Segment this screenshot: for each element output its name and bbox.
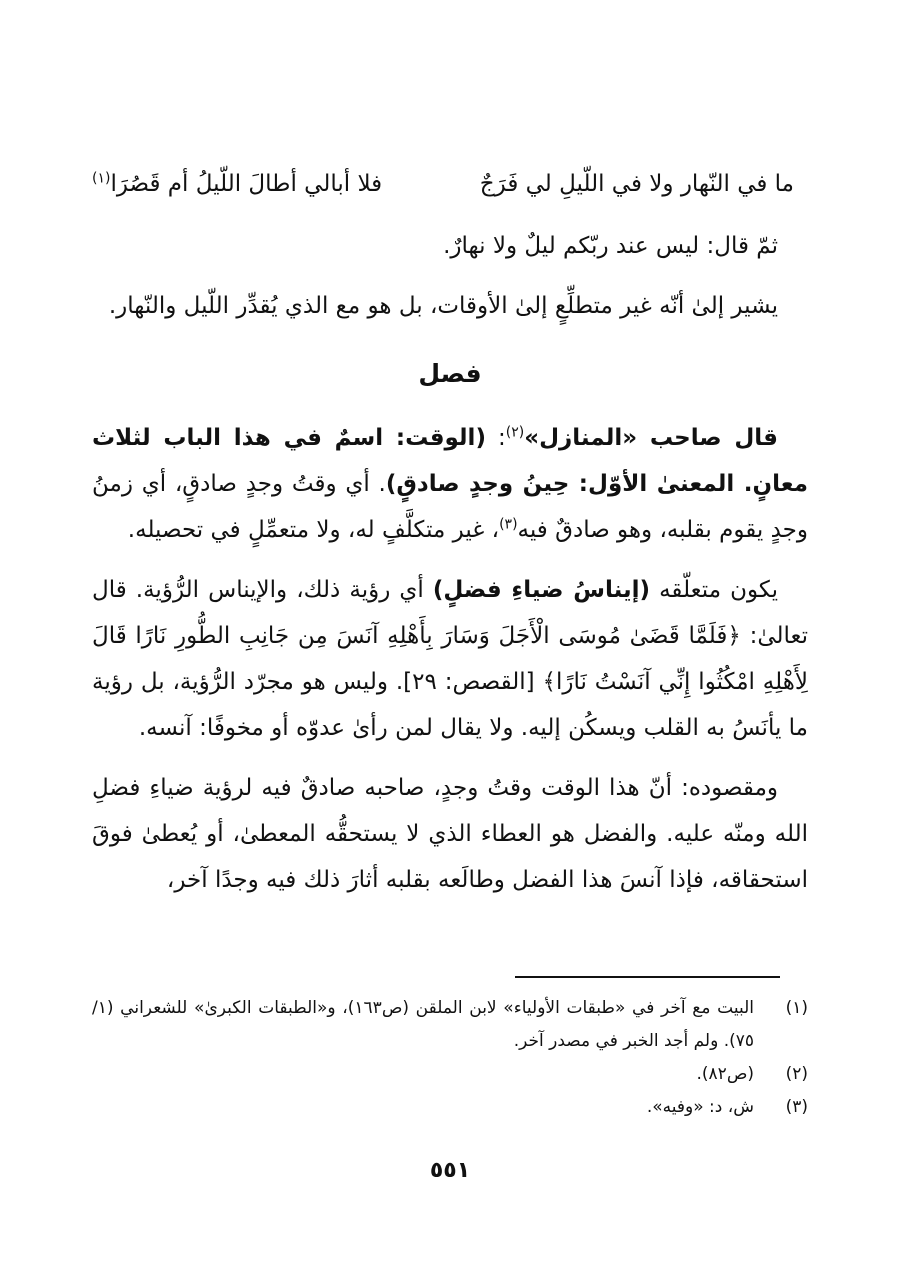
footnote-3 [92, 1091, 808, 1124]
footnote-number: (١) [785, 998, 808, 1018]
footnote-ref-3[interactable]: (٣) [499, 516, 518, 533]
colon: : [485, 425, 506, 451]
paragraph-4-text-a: أي رؤية ذلك، والإيناس الرُّؤية. قال تعالىٰ: [92, 577, 808, 649]
quran-citation: [القصص: ٢٩] [403, 669, 543, 695]
footnote-ref-2[interactable]: (٢) [505, 424, 525, 441]
verse-hemistich-second-text: فلا أبالي أطالَ اللّيلُ أم قَصُرَا [110, 171, 383, 197]
quoted-phrase: (إيناسُ ضياءِ فضلٍ) [432, 577, 651, 603]
footnote-1 [92, 992, 808, 1058]
paragraph-4-text-b: . وليس هو مجرّد الرُّؤية، بل رؤية ما يأنَسُ به القلب ويسكُن إليه. ولا يقال لمن رأىٰ عدوّه أو مخوفًا: آنسه. [92, 669, 808, 741]
section-title: فصل [418, 359, 482, 388]
paragraph-4-intro: يكون متعلّقه [650, 577, 778, 603]
verse-hemistich-first: ما في النّهار ولا في اللّيلِ لي فَرَجٌ [479, 171, 794, 197]
footnotes [92, 992, 808, 1124]
paragraph-3-text-b: ، غير متكلَّفٍ له، ولا متعمِّلٍ في تحصيله. [127, 517, 500, 543]
page-number: ٥٥١ [429, 1158, 471, 1183]
paragraph-2: يشير إلىٰ أنّه غير متطلِّعٍ إلىٰ الأوقات، بل هو مع الذي يُقدِّر اللّيل والنّهار. [108, 293, 778, 319]
paragraph-1: ثمّ قال: ليس عند ربّكم ليلٌ ولا نهارٌ. [443, 233, 778, 259]
footnote-text: (ص٨٢). [696, 1064, 754, 1084]
footnote-number: (٢) [785, 1064, 808, 1084]
paragraph-3 [92, 415, 808, 553]
footnote-text: ش، د: «وفيه». [646, 1097, 754, 1117]
footnote-text: البيت مع آخر في «طبقات الأولياء» لابن الملقن (ص١٦٣)، و«الطبقات الكبرىٰ» للشعراني (١/ ٧٥). ولم أجد الخبر في مصدر آخر. [92, 998, 754, 1051]
paragraph-3-text-a: . أي وقتُ وجدٍ صادقٍ، أي زمنُ وجدٍ يقوم بقلبه، وهو صادقٌ فيه [92, 471, 808, 543]
footnote-number: (٣) [785, 1097, 808, 1117]
footnote-separator [515, 976, 780, 978]
author-reference: قال صاحب «المنازل» [524, 425, 778, 451]
main-text [92, 145, 808, 917]
footnote-ref-1[interactable]: (١) [92, 170, 111, 187]
verse-hemistich-second [92, 161, 382, 207]
quran-verse: ﴿فَلَمَّا قَضَىٰ مُوسَى الْأَجَلَ وَسَارَ بِأَهْلِهِ آنَسَ مِن جَانِبِ الطُّورِ نَارًا قَالَ لِأَهْلِهِ امْكُثُوا إِنِّي آنَسْتُ نَارًا﴾ [92, 623, 808, 695]
paragraph-4 [92, 567, 808, 751]
poetry-verse [92, 145, 808, 223]
quoted-definition: (الوقت: اسمٌ في هذا الباب لثلاث معانٍ. المعنىٰ الأوّل: حِينُ وجدٍ صادقٍ) [92, 425, 808, 497]
paragraph-5: ومقصوده: أنّ هذا الوقت وقتُ وجدٍ، صاحبه صادقٌ فيه لرؤية ضياءِ فضلِ الله ومنّه عليه. والفضل هو العطاء الذي لا يستحقُّه المعطىٰ، أو يُعطىٰ فوقَ استحقاقه، فإذا آنسَ هذا الفضل وطالَعه بقلبه أثارَ ذلك فيه وجدًا آخر، [92, 775, 808, 893]
footnote-2 [92, 1058, 808, 1091]
